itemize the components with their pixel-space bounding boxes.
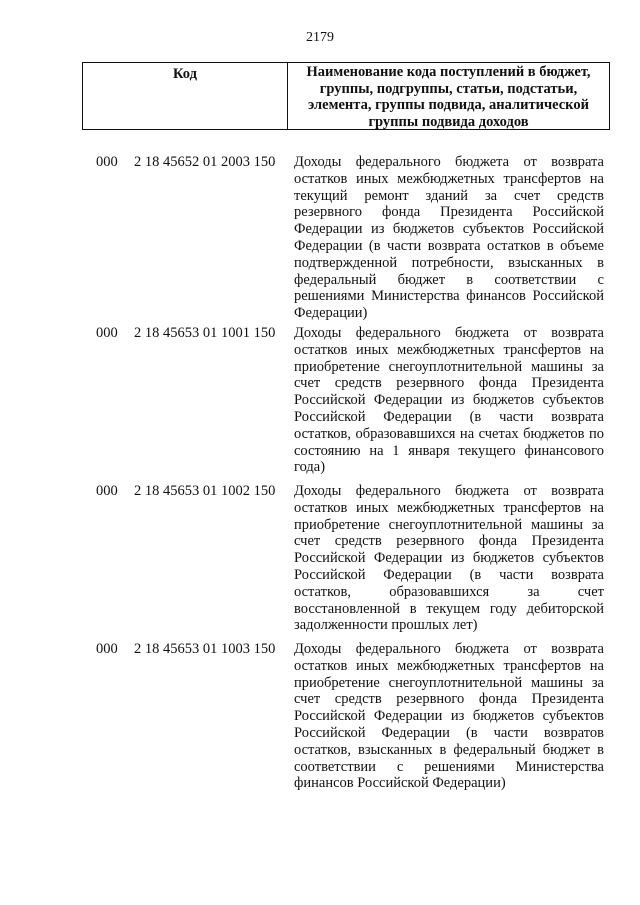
header-name-label: Наименование кода поступлений в бюджет, группы, подгруппы, статьи, подстатьи, элемента, группы подвида, аналитической группы подвида доходов (306, 64, 591, 130)
header-code-label: Код (83, 63, 288, 129)
admin-code: 000 (96, 325, 118, 341)
income-code: 2 18 45653 01 1002 150 (134, 483, 276, 499)
income-code: 2 18 45653 01 1003 150 (134, 641, 276, 657)
income-code: 2 18 45652 01 2003 150 (134, 154, 276, 170)
admin-code: 000 (96, 154, 118, 170)
income-code: 2 18 45653 01 1001 150 (134, 325, 276, 341)
income-description: Доходы федерального бюджета от возврата остатков иных межбюджетных трансфертов на текущий ремонт зданий за счет средств резервного фонда Президента Российской Федерации из бюджетов субъектов Российской Федерации (в части возврата остатков в объеме подтвержденной потребности, взысканных в федеральный бюджет в соответствии с решениями Министерства финансов Российской Федерации) (294, 154, 604, 322)
page-number: 2179 (306, 30, 334, 45)
income-description: Доходы федерального бюджета от возврата остатков иных межбюджетных трансфертов на приобретение снегоуплотнительной машины за счет средств резервного фонда Президента Российской Федерации из бюджетов субъектов Российской Федерации (в части возврата остатков, образовавшихся на счетах бюджетов по состоянию на 1 января текущего финансового года) (294, 325, 604, 476)
admin-code: 000 (96, 483, 118, 499)
income-code-list (96, 154, 610, 792)
table-row (96, 641, 610, 792)
table-row (96, 154, 610, 325)
income-description: Доходы федерального бюджета от возврата остатков иных межбюджетных трансфертов на приобретение снегоуплотнительной машины за счет средств резервного фонда Президента Российской Федерации из бюджетов субъектов Российской Федерации (в части возврата остатков, образовавшихся за счет восстановленной в текущем году дебиторской задолженности прошлых лет) (294, 483, 604, 634)
table-row (96, 483, 610, 641)
table-header (82, 62, 610, 130)
admin-code: 000 (96, 641, 118, 657)
table-row (96, 325, 610, 483)
income-description: Доходы федерального бюджета от возврата остатков иных межбюджетных трансфертов на приобретение снегоуплотнительной машины за счет средств резервного фонда Президента Российской Федерации из бюджетов субъектов Российской Федерации (в части возвратов остатков, взысканных в федеральный бюджет в соответствии с решениями Министерства финансов Российской Федерации) (294, 641, 604, 792)
